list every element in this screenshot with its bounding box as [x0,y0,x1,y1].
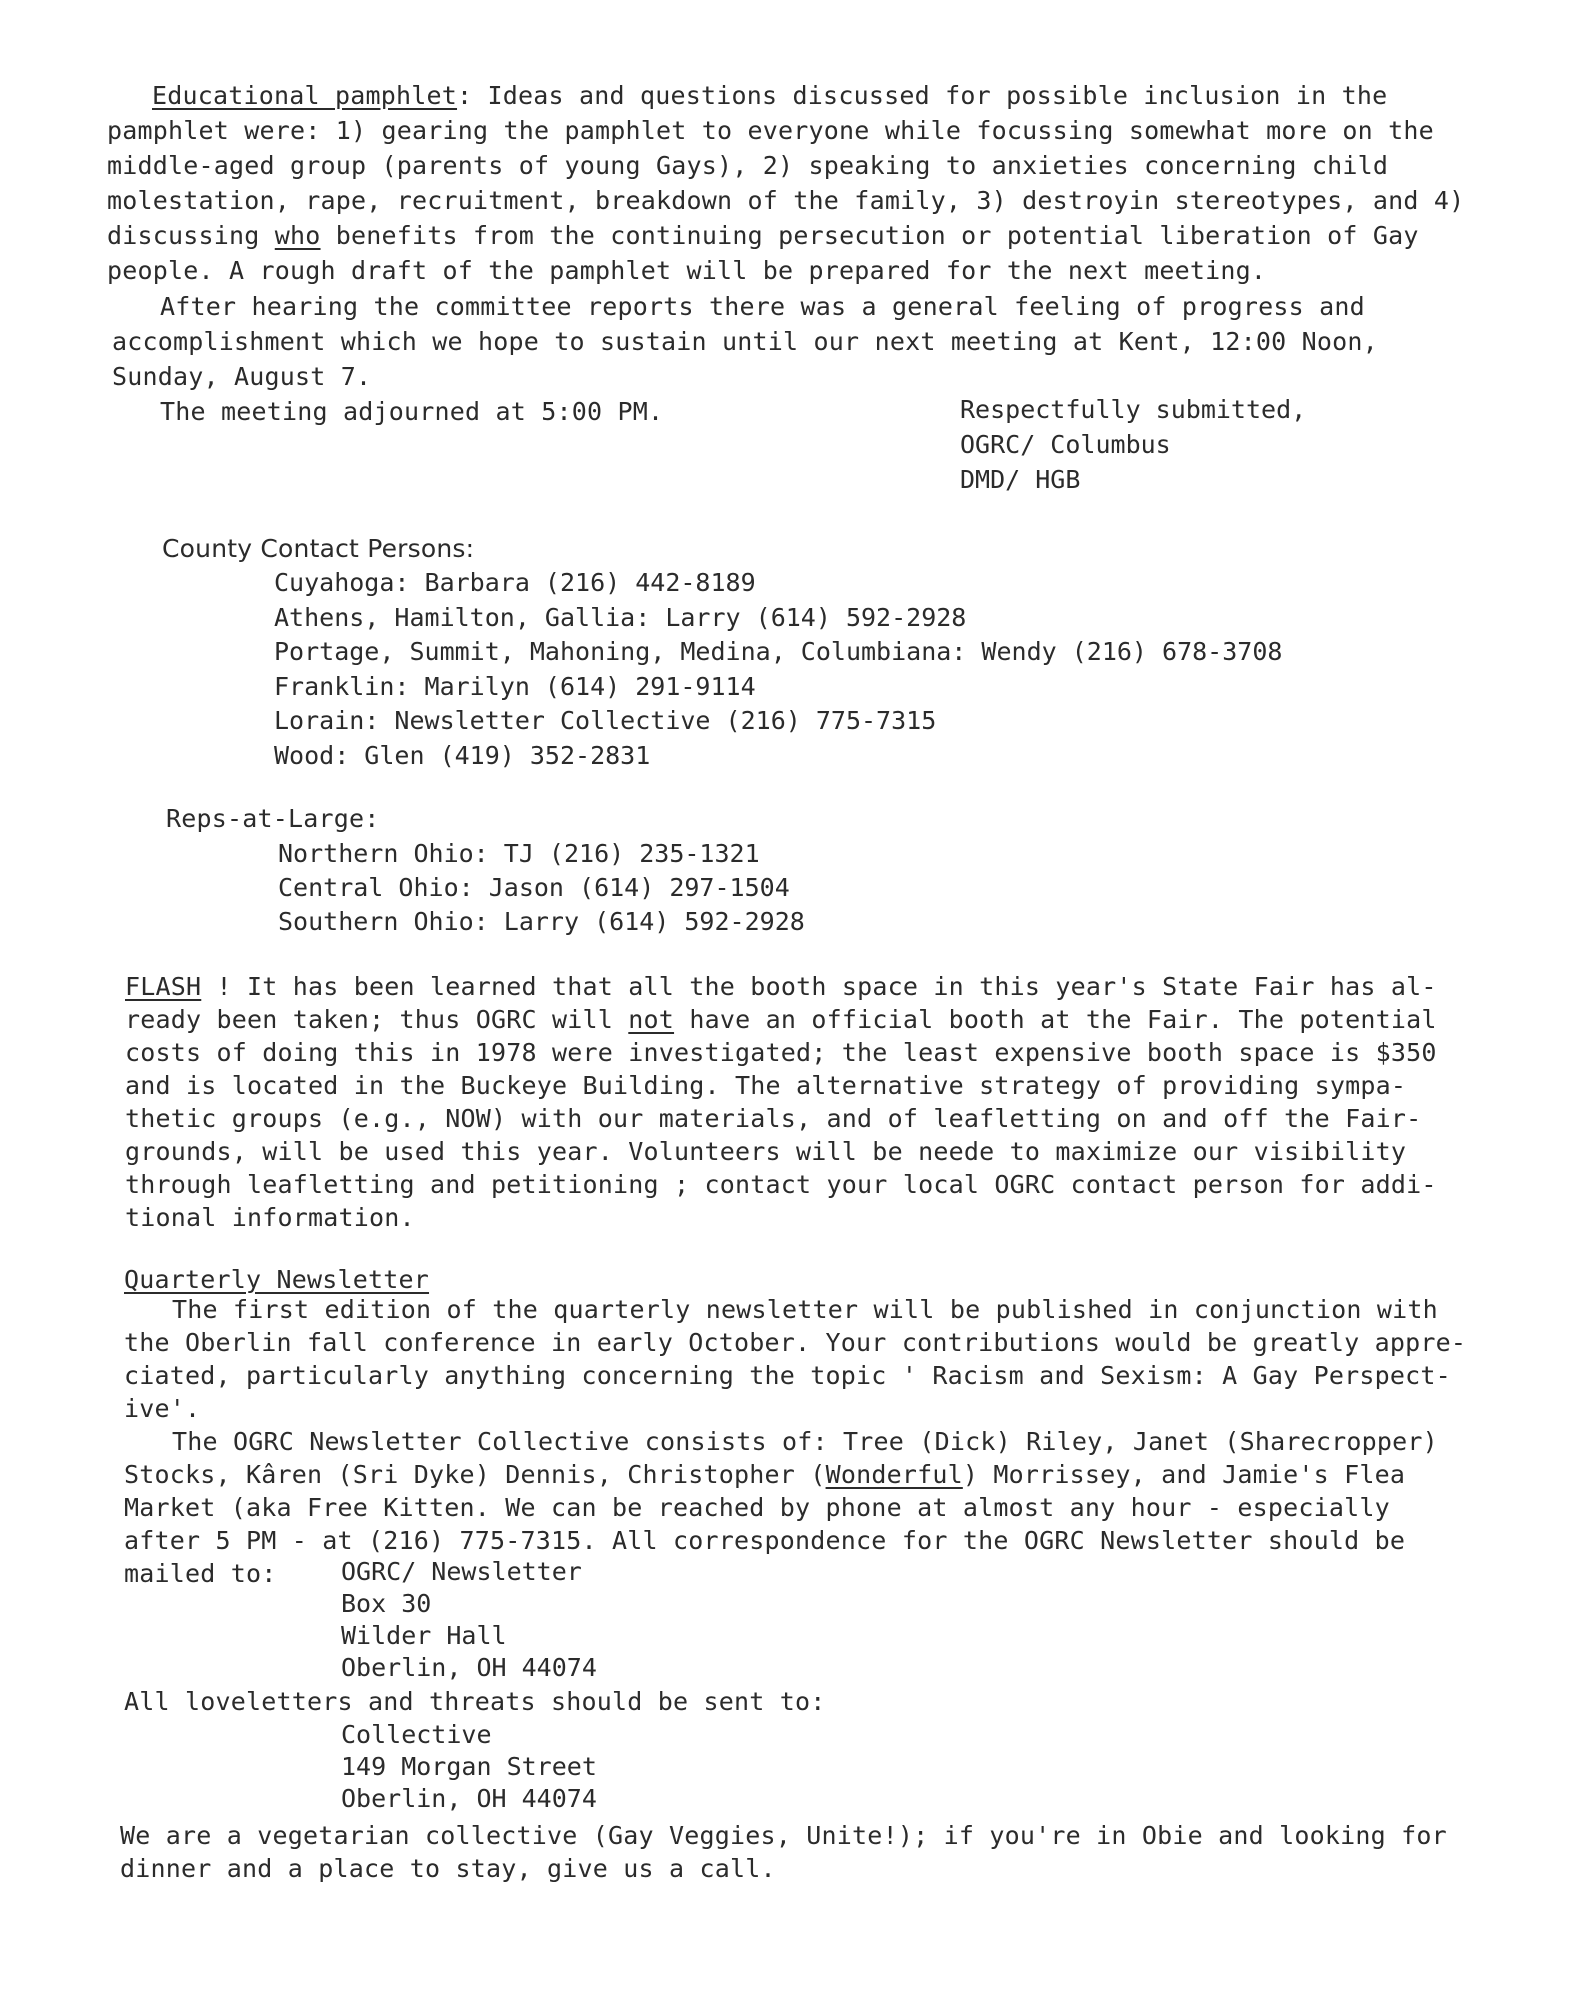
collective-line-2: Stocks, Kâren (Sri Dyke) Dennis, Christopher (Wonderful) Morrissey, and Jamie's Flea [124,1460,1406,1489]
newsletter-line-4: ive'. [124,1394,201,1423]
collective-address-line: 149 Morgan Street [341,1752,597,1781]
mailing-address-line: Oberlin, OH 44074 [341,1653,597,1682]
pamphlet-line-1: Educational pamphlet: Ideas and questions discussed for possible inclusion in the [152,81,1388,110]
vegetarian-line-1: We are a vegetarian collective (Gay Veggies, Unite!); if you're in Obie and looking for [120,1821,1447,1850]
mailing-address-line: Box 30 [341,1589,432,1618]
county-heading: County Contact Persons: [162,534,475,563]
collective-line-1: The OGRC Newsletter Collective consists of: Tree (Dick) Riley, Janet (Sharecropper) [172,1427,1438,1456]
county-contact: Franklin: Marilyn (614) 291-9114 [274,672,756,701]
rep-contact: Central Ohio: Jason (614) 297-1504 [278,873,790,902]
collective-address-line: Collective [341,1720,492,1749]
emphasis-not: not [628,1005,675,1034]
newsletter-line-2: the Oberlin fall conference in early October. Your contributions would be greatly appre- [124,1328,1467,1357]
flash-line-5: thetic groups (e.g., NOW) with our materials, and of leafletting on and off the Fair- [125,1104,1422,1133]
vegetarian-line-2: dinner and a place to stay, give us a call. [120,1854,776,1883]
newsletter-line-1: The first edition of the quarterly newsletter will be published in conjunction with [172,1295,1438,1324]
county-contact: Wood: Glen (419) 352-2831 [274,741,651,770]
collective-line-4: after 5 PM - at (216) 775-7315. All correspondence for the OGRC Newsletter should be [124,1526,1406,1555]
pamphlet-heading: Educational pamphlet [152,81,458,110]
flash-line-2: ready been taken; thus OGRC will not have an official booth at the Fair. The potential [125,1005,1437,1034]
pamphlet-line-6: people. A rough draft of the pamphlet will be prepared for the next meeting. [107,256,1267,285]
county-contact: Athens, Hamilton, Gallia: Larry (614) 592-2928 [274,603,967,632]
county-contact: Portage, Summit, Mahoning, Medina, Columbiana: Wendy (216) 678-3708 [274,637,1283,666]
mailing-address-line: Wilder Hall [341,1621,507,1650]
county-contact: Cuyahoga: Barbara (216) 442-8189 [274,568,756,597]
loveletters-line: All loveletters and threats should be sent to: [124,1687,826,1716]
newsletter-heading: Quarterly Newsletter [124,1265,430,1294]
committee-line-3: Sunday, August 7. [112,362,372,391]
signature-line-1: Respectfully submitted, [960,395,1307,424]
pamphlet-line-3: middle-aged group (parents of young Gays), 2) speaking to anxieties concerning child [107,151,1389,180]
adjourned-line: The meeting adjourned at 5:00 PM. [160,397,664,426]
rep-contact: Southern Ohio: Larry (614) 592-2928 [278,907,805,936]
collective-line-3: Market (aka Free Kitten. We can be reached by phone at almost any hour - especially [124,1493,1390,1522]
pamphlet-line-4: molestation, rape, recruitment, breakdown of the family, 3) destroyin stereotypes, and 4) [107,186,1465,215]
flash-line-7: through leafletting and petitioning ; contact your local OGRC contact person for addi- [125,1170,1437,1199]
committee-line-1: After hearing the committee reports there was a general feeling of progress and [160,292,1365,321]
rep-contact: Northern Ohio: TJ (216) 235-1321 [278,839,760,868]
pamphlet-line-2: pamphlet were: 1) gearing the pamphlet to everyone while focussing somewhat more on the [107,116,1434,145]
emphasis-wonderful: Wonderful [825,1460,963,1489]
flash-line-8: tional information. [125,1203,415,1232]
committee-line-2: accomplishment which we hope to sustain until our next meeting at Kent, 12:00 Noon, [112,327,1378,356]
flash-line-4: and is located in the Buckeye Building. The alternative strategy of providing sympa- [125,1071,1407,1100]
signature-line-2: OGRC/ Columbus [960,430,1171,459]
flash-line-6: grounds, will be used this year. Volunteers will be neede to maximize our visibility [125,1137,1407,1166]
mailing-address-line: OGRC/ Newsletter [341,1557,582,1586]
newsletter-line-3: ciated, particularly anything concerning the topic ' Racism and Sexism: A Gay Perspect- [124,1361,1451,1390]
reps-heading: Reps-at-Large: [166,804,380,833]
pamphlet-line-5: discussing who benefits from the continuing persecution or potential liberation of Gay [107,221,1419,250]
collective-line-5: mailed to: [124,1559,277,1588]
flash-line-1: FLASH ! It has been learned that all the booth space in this year's State Fair has al- [125,972,1437,1001]
collective-address-line: Oberlin, OH 44074 [341,1784,597,1813]
county-contact: Lorain: Newsletter Collective (216) 775-7315 [274,706,937,735]
flash-line-3: costs of doing this in 1978 were investigated; the least expensive booth space is $350 [125,1038,1437,1067]
signature-line-3: DMD/ HGB [960,465,1081,494]
emphasis-who: who [274,221,321,250]
flash-heading: FLASH [125,972,202,1001]
